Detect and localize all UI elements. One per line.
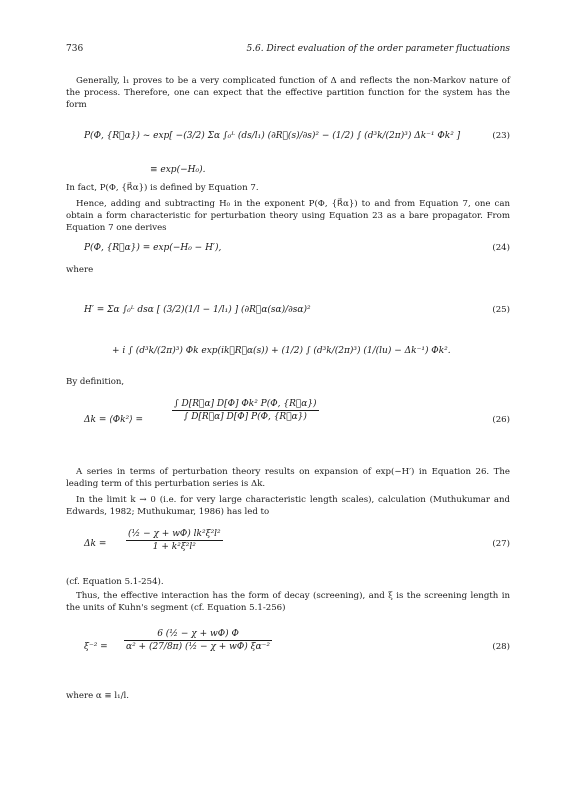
equation-25-number: (25)	[492, 305, 510, 315]
equation-28-denominator: α² + (27/8π) (½ − χ + wΦ) ξα⁻²	[126, 642, 271, 652]
equation-28-numerator: 6 (½ − χ + wΦ) Φ	[124, 628, 272, 641]
equation-26-numerator: ∫ D[R⃗α] D[Φ] Φk² P(Φ, {R⃗α})	[174, 399, 317, 409]
equation-23-number: (23)	[492, 131, 510, 141]
equation-27-fraction	[126, 528, 223, 553]
equation-23	[84, 124, 510, 152]
equation-26-lhs: Δk = ⟨Φk²⟩ =	[84, 415, 144, 425]
equation-27-number: (27)	[492, 539, 510, 549]
page-header	[66, 44, 510, 58]
equation-23-line2: ≡ exp(−H₀).	[150, 165, 206, 175]
equation-26-denominator: ∫ D[R⃗α] D[Φ] P(Φ, {R⃗α})	[183, 412, 307, 422]
paragraph-definition: In fact, P(Φ, {R⃗α}) is defined by Equation 7.	[66, 183, 259, 193]
equation-26-number: (26)	[492, 415, 510, 425]
equation-23-line1: P(Φ, {R⃗α}) ~ exp[ −(3/2) Σα ∫₀ᴸ (ds/l₁) (∂R⃗(s)/∂s)² − (1/2) ∫ (d³k/(2π)³) Δk⁻¹ Φk² ]	[84, 131, 461, 141]
paragraph-series: A series in terms of perturbation theory results on expansion of exp(−H′) in Equation 26. The leading term of this perturbation series is Δk.	[66, 467, 510, 489]
equation-28	[84, 628, 510, 668]
page-number: 736	[66, 44, 84, 54]
equation-23-continuation	[150, 164, 350, 176]
equation-24-number: (24)	[492, 243, 510, 253]
paragraph-intro: Generally, l₁ proves to be a very complicated function of Δ and reflects the non-Markov nature of the process. Therefore, one can expect that the effective partition function for the system has the form	[66, 76, 510, 110]
paragraph-where: where	[66, 265, 94, 275]
equation-27-denominator: 1 + k²ξ²l²	[152, 542, 196, 552]
equation-26	[84, 398, 510, 448]
paragraph-cf: (cf. Equation 5.1-254).	[66, 577, 164, 587]
paragraph-by-definition: By definition,	[66, 377, 125, 387]
equation-27-numerator: (½ − χ + wΦ) lk²ξ²l²	[128, 529, 221, 539]
equation-24	[84, 242, 510, 254]
equation-25-line2: + i ∫ (d³k/(2π)³) Φk exp(ik⃗R⃗α(s)) + (1/2) ∫ (d³k/(2π)³) (1/(lu) − Δk⁻¹) Φk².	[112, 346, 451, 356]
equation-28-fraction	[124, 628, 272, 653]
paragraph-screening: Thus, the effective interaction has the form of decay (screening), and ξ is the screening length in the units of Kuhn's segment (cf. Equation 5.1-256)	[66, 591, 510, 613]
running-title: 5.6. Direct evaluation of the order parameter fluctuations	[246, 44, 510, 54]
equation-28-number: (28)	[492, 642, 510, 652]
paragraph-alpha: where α ≡ l₁/l.	[66, 691, 129, 701]
equation-24-text: P(Φ, {R⃗α}) = exp(−H₀ − H′),	[84, 243, 222, 253]
equation-27-lhs: Δk =	[84, 539, 107, 549]
paragraph-limit: In the limit k → 0 (i.e. for very large characteristic length scales), calculation (Muthukumar and Edwards, 1982; Muthukumar, 1986) has led to	[66, 495, 510, 517]
equation-27	[84, 528, 510, 564]
equation-25-line1: H′ = Σα ∫₀ᴸ dsα [ (3/2)(1/l − 1/l₁) ] (∂R⃗α(sα)/∂sα)²	[84, 305, 311, 315]
paragraph-perturbation: Hence, adding and subtracting H₀ in the exponent P(Φ, {R⃗α}) to and from Equation 7, one can obtain a form characteristic for perturbation theory using Equation 23 as a bare propagator. From Equation 7 one derives	[66, 199, 510, 233]
equation-26-fraction	[172, 398, 319, 423]
equation-25	[84, 304, 510, 316]
equation-25-continuation	[112, 345, 510, 357]
equation-28-lhs: ξ⁻² =	[84, 642, 108, 652]
